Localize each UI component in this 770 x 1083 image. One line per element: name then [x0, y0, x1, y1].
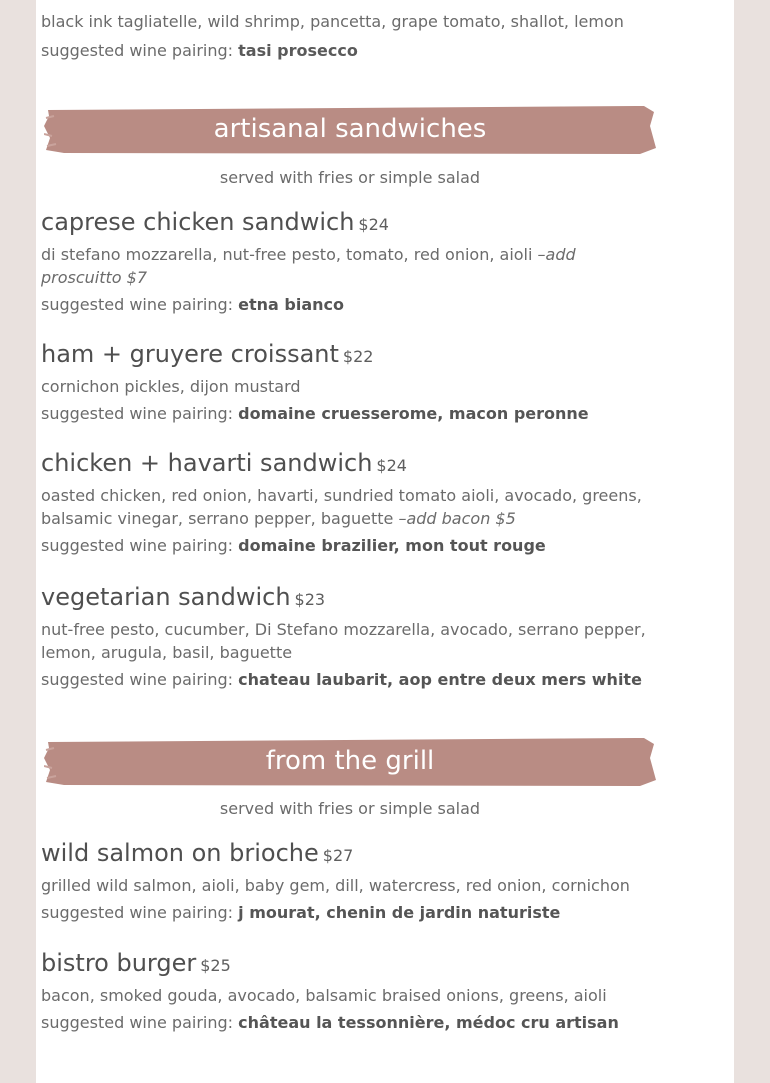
pairing-wine: chateau laubarit, aop entre deux mers white — [238, 670, 642, 689]
item-description — [41, 243, 653, 289]
section-banner-grill — [44, 736, 656, 786]
pairing-label: suggested wine pairing: — [41, 903, 239, 922]
item-description — [41, 874, 653, 897]
section-title: artisanal sandwiches — [213, 114, 487, 144]
wine-pairing — [41, 404, 653, 424]
wine-pairing — [41, 536, 653, 556]
pairing-label: suggested wine pairing: — [41, 41, 239, 60]
item-desc-text: grilled wild salmon, aioli, baby gem, dill, watercress, red onion, cornichon — [41, 876, 630, 895]
section-note: served with fries or simple salad — [219, 168, 481, 187]
menu-item — [41, 838, 653, 923]
item-description — [41, 618, 653, 664]
item-price: $24 — [358, 215, 389, 234]
menu-item — [41, 948, 653, 1033]
item-desc-text: bacon, smoked gouda, avocado, balsamic braised onions, greens, aioli — [41, 986, 607, 1005]
pairing-wine: tasi prosecco — [238, 41, 358, 60]
wine-pairing — [41, 670, 653, 690]
menu-item — [41, 448, 653, 556]
section-note: served with fries or simple salad — [219, 799, 481, 818]
pairing-wine: domaine cruesserome, macon peronne — [238, 404, 589, 423]
item-name: bistro burger — [41, 949, 197, 977]
pairing-label: suggested wine pairing: — [41, 1013, 239, 1032]
item-price: $23 — [294, 590, 326, 609]
wine-pairing — [41, 295, 653, 315]
item-title — [41, 948, 653, 981]
item-desc-text: cornichon pickles, dijon mustard — [41, 377, 301, 396]
item-price: $25 — [200, 956, 231, 975]
item-title — [41, 582, 653, 615]
item-price: $22 — [342, 347, 374, 366]
pairing-wine: j mourat, chenin de jardin naturiste — [238, 903, 561, 922]
menu-item — [41, 582, 653, 690]
section-title: from the grill — [265, 746, 435, 776]
item-title — [41, 207, 653, 240]
menu-item — [41, 339, 653, 424]
menu-item — [41, 207, 653, 315]
wine-pairing — [41, 1013, 653, 1033]
wine-pairing — [41, 903, 653, 923]
pairing-wine: château la tessonnière, médoc cru artisan — [238, 1013, 619, 1032]
item-description — [41, 484, 653, 530]
item-price: $27 — [322, 846, 354, 865]
item-description — [41, 375, 653, 398]
pairing-label: suggested wine pairing: — [41, 670, 239, 689]
pairing-wine: domaine brazilier, mon tout rouge — [238, 536, 546, 555]
item-title — [41, 339, 653, 372]
item-price: $24 — [376, 456, 407, 475]
item-title — [41, 838, 653, 871]
item-addon: –add proscuitto $7 — [41, 245, 576, 287]
item-name: wild salmon on brioche — [41, 839, 319, 867]
item-name: vegetarian sandwich — [41, 583, 291, 611]
item-desc-text: nut-free pesto, cucumber, Di Stefano mozzarella, avocado, serrano pepper, lemon, arugula, basil, baguette — [41, 620, 646, 662]
pairing-label: suggested wine pairing: — [41, 295, 239, 314]
item-name: ham + gruyere croissant — [41, 340, 339, 368]
item-addon: –add bacon $5 — [398, 509, 516, 528]
item-description: black ink tagliatelle, wild shrimp, pancetta, grape tomato, shallot, lemon — [41, 12, 624, 31]
pairing-label: suggested wine pairing: — [41, 536, 239, 555]
wine-pairing — [41, 41, 358, 61]
item-desc-text: oasted chicken, red onion, havarti, sundried tomato aioli, avocado, greens, balsamic vinegar, serrano pepper, baguette — [41, 486, 642, 528]
section-banner-sandwiches — [44, 104, 656, 154]
item-name: chicken + havarti sandwich — [41, 449, 373, 477]
item-title — [41, 448, 653, 481]
item-description — [41, 984, 653, 1007]
item-desc-text: di stefano mozzarella, nut-free pesto, tomato, red onion, aioli — [41, 245, 538, 264]
pairing-wine: etna bianco — [238, 295, 344, 314]
pairing-label: suggested wine pairing: — [41, 404, 239, 423]
item-name: caprese chicken sandwich — [41, 208, 355, 236]
